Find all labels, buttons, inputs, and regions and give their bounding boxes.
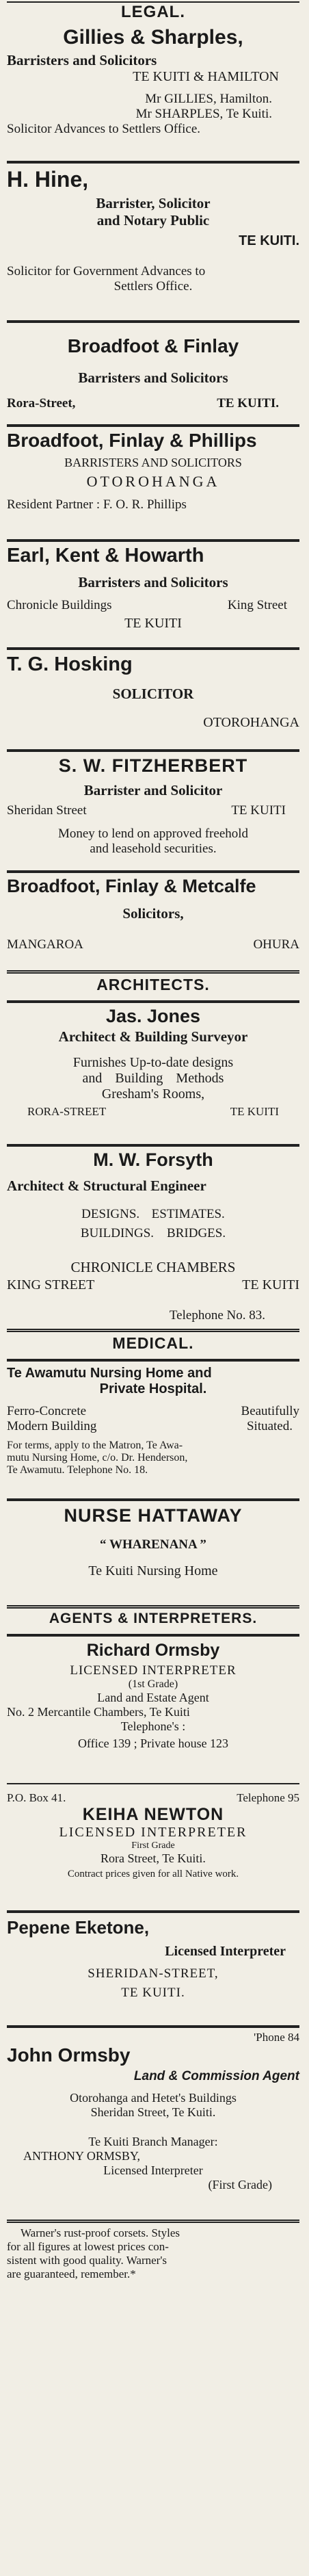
ad-line: Modern Building [7, 1419, 97, 1433]
ad-line: mutu Nursing Home, c/o. Dr. Henderson, [7, 1452, 188, 1463]
ad-line: MANGAROA [7, 937, 83, 952]
ad-line: Otorohanga and Hetet's Buildings [70, 2091, 237, 2105]
divider [7, 647, 299, 650]
advertiser-name: Earl, Kent & Howarth [7, 545, 204, 567]
ad-line: Land & Commission Agent [133, 2069, 299, 2083]
divider [7, 161, 299, 164]
ad-line: For terms, apply to the Matron, Te Awa- [7, 1440, 183, 1451]
ad-line: Furnishes Up-to-date designs [72, 1055, 234, 1070]
divider [7, 1000, 299, 1003]
divider [7, 1329, 299, 1332]
divider [7, 970, 299, 974]
advertiser-name: Jas. Jones [105, 1006, 201, 1026]
ad-john-ormsby [7, 2031, 299, 2192]
divider [7, 749, 299, 752]
ad-line: Money to lend on approved freehold [57, 827, 249, 841]
divider [7, 1498, 299, 1501]
ad-line: Solicitors, [122, 905, 184, 922]
ad-line: Architect & Structural Engineer [7, 1178, 206, 1194]
ad-line: Situated. [246, 1419, 293, 1433]
ad-line: No. 2 Mercantile Chambers, Te Kuiti [7, 1705, 190, 1719]
advertiser-name: John Ormsby [7, 2044, 131, 2066]
ad-jas-jones [7, 1006, 299, 1119]
divider [7, 1910, 299, 1913]
ad-line: OTOROHANGA [86, 473, 220, 490]
ad-line: TE KUITI [230, 1105, 279, 1118]
ad-broadfoot-finlay-metcalfe [7, 876, 299, 952]
divider [7, 2025, 299, 2028]
section-heading-architects: ARCHITECTS. [96, 976, 210, 993]
ad-line: King Street [227, 598, 287, 612]
ad-line: Telephone 95 [237, 1791, 299, 1804]
ad-line: Te Kuiti Nursing Home [88, 1563, 218, 1578]
ad-line [7, 396, 299, 411]
ad-line: Te Kuiti Branch Manager: [88, 2135, 218, 2148]
advertiser-name: Pepene Eketone, [7, 1917, 150, 1938]
ad-richard-ormsby [7, 1641, 299, 1751]
ad-line: 'Phone 84 [254, 2031, 299, 2044]
ad-line: Gresham's Rooms, [101, 1087, 205, 1102]
ad-line: Barristers and Solicitors [78, 574, 228, 590]
ad-hine [7, 167, 299, 294]
ad-fitzherbert [7, 755, 299, 857]
ad-line: TE KUITI. [121, 1986, 185, 2000]
ad-gillies-sharples [7, 26, 299, 137]
section-heading-medical: MEDICAL. [112, 1334, 194, 1352]
ad-line: are guaranteed, remember.* [7, 2267, 136, 2280]
ad-line: (1st Grade) [128, 1678, 178, 1690]
ad-line: Mr SHARPLES, Te Kuiti. [135, 107, 272, 121]
divider [7, 424, 299, 427]
ad-line: BRIDGES. [167, 1226, 226, 1240]
ad-line: “ WHARENANA ” [100, 1537, 206, 1552]
ad-line: and leasehold securities. [90, 842, 217, 856]
divider [7, 2220, 299, 2223]
ad-line: TE KUITI. [239, 233, 299, 248]
ad-line: BARRISTERS AND SOLICITORS [64, 456, 242, 469]
ad-line: First Grade [131, 1840, 175, 1851]
section-heading-agents: AGENTS & INTERPRETERS. [49, 1611, 258, 1626]
advertiser-name: Te Awamutu Nursing Home and [7, 1366, 212, 1381]
advertiser-name: S. W. FITZHERBERT [58, 755, 248, 776]
ad-line: Beautifully [241, 1404, 299, 1418]
ad-earl-kent-howarth [7, 545, 299, 632]
ad-line: and Building Methods [82, 1071, 224, 1086]
ad-te-awamutu-nursing-home [7, 1366, 299, 1476]
divider [7, 1605, 299, 1609]
advertiser-name: Private Hospital. [99, 1381, 207, 1396]
advertiser-name: H. Hine, [7, 167, 89, 192]
ad-line: for all figures at lowest prices con- [7, 2240, 169, 2253]
ad-broadfoot-finlay [7, 327, 299, 411]
ad-line: SHERIDAN-STREET, [88, 1966, 219, 1981]
ad-line: CHRONICLE CHAMBERS [70, 1259, 236, 1275]
ad-line: (First Grade) [208, 2178, 272, 2191]
ad-line: Resident Partner : F. O. R. Phillips [7, 497, 187, 512]
ad-line: Mr GILLIES, Hamilton. [145, 92, 272, 106]
ad-line: ESTIMATES. [151, 1207, 225, 1221]
ad-line: Barristers and Solicitors [7, 52, 157, 68]
advertiser-name: NURSE HATTAWAY [64, 1505, 243, 1526]
divider [7, 870, 299, 873]
ad-line: Ferro-Concrete [7, 1404, 87, 1418]
ad-line: Settlers Office. [113, 279, 193, 294]
ad-line: Rora Street, Te Kuiti. [100, 1851, 206, 1865]
ad-line: P.O. Box 41. [7, 1791, 66, 1804]
divider [7, 1783, 299, 1784]
ad-line: TE KUITI. [217, 396, 279, 411]
ad-line: TE KUITI & HAMILTON [133, 69, 279, 84]
divider [7, 539, 299, 542]
ad-forsyth [7, 1149, 299, 1323]
ad-line: Sheridan Street, Te Kuiti. [90, 2105, 216, 2119]
ad-line: Licensed Interpreter [165, 1944, 286, 1959]
ad-line: SOLICITOR [112, 686, 194, 702]
ad-line: TE KUITI [231, 803, 286, 818]
ad-line: Solicitor for Government Advances to [7, 264, 206, 278]
advertiser-name: Broadfoot, Finlay & Metcalfe [7, 876, 256, 896]
advertiser-name: KEIHA NEWTON [82, 1805, 224, 1824]
ad-line: OHURA [253, 937, 299, 952]
ad-keiha-newton [7, 1788, 299, 1880]
ad-pepene-eketone [7, 1917, 299, 2001]
warners-corsets-notice [7, 2226, 299, 2281]
ad-line: Sheridan Street [7, 803, 87, 818]
ad-line: Barrister and Solicitor [83, 782, 223, 798]
ad-line: DESIGNS. [81, 1207, 140, 1221]
ad-nurse-hattaway [7, 1505, 299, 1579]
ad-line: TE KUITI [242, 1277, 299, 1292]
ad-line: RORA-STREET [27, 1105, 107, 1118]
ad-line: Architect & Building Surveyor [58, 1028, 248, 1045]
ad-line: BUILDINGS. [80, 1226, 154, 1240]
ad-broadfoot-finlay-phillips [7, 430, 299, 512]
ad-line: Office 139 ; Private house 123 [77, 1736, 229, 1750]
ad-line: Contract prices given for all Native work. [67, 1869, 239, 1879]
ad-line: TE KUITI [124, 616, 182, 631]
ad-line: LICENSED INTERPRETER [70, 1663, 237, 1678]
ad-line: Telephone's : [120, 1719, 186, 1733]
divider [7, 320, 299, 323]
section-heading-legal: LEGAL. [121, 3, 185, 21]
advertiser-name: Gillies & Sharples, [63, 26, 243, 49]
ad-line: sistent with good quality. Warner's [7, 2254, 167, 2267]
ad-line: Warner's rust-proof corsets. Styles [21, 2226, 180, 2239]
ad-line: OTOROHANGA [203, 715, 299, 730]
ad-line: and Notary Public [96, 212, 210, 229]
divider [7, 1634, 299, 1637]
ad-line: ANTHONY ORMSBY, [23, 2149, 141, 2163]
ad-line: Telephone No. 83. [169, 1308, 265, 1323]
advertiser-name: Richard Ormsby [86, 1641, 220, 1660]
advertiser-name: Broadfoot, Finlay & Phillips [7, 430, 257, 451]
ad-line: Solicitor Advances to Settlers Office. [7, 122, 201, 136]
ad-line: LICENSED INTERPRETER [59, 1825, 247, 1840]
ad-line: Barristers and Solicitors [78, 369, 228, 386]
divider [7, 1144, 299, 1147]
ad-hosking [7, 653, 299, 731]
ad-line: Te Awamutu. Telephone No. 18. [7, 1464, 148, 1476]
ad-line: Land and Estate Agent [97, 1691, 209, 1704]
advertiser-name: T. G. Hosking [7, 653, 133, 675]
ad-line: Chronicle Buildings [7, 598, 112, 612]
advertiser-name: Broadfoot & Finlay [67, 335, 239, 356]
ad-line: Rora-Street, [7, 396, 76, 411]
advertiser-name: M. W. Forsyth [93, 1149, 213, 1170]
ad-line: Barrister, Solicitor [96, 195, 211, 211]
ad-line: KING STREET [7, 1277, 95, 1292]
ad-line: Licensed Interpreter [103, 2163, 203, 2177]
divider [7, 1359, 299, 1362]
